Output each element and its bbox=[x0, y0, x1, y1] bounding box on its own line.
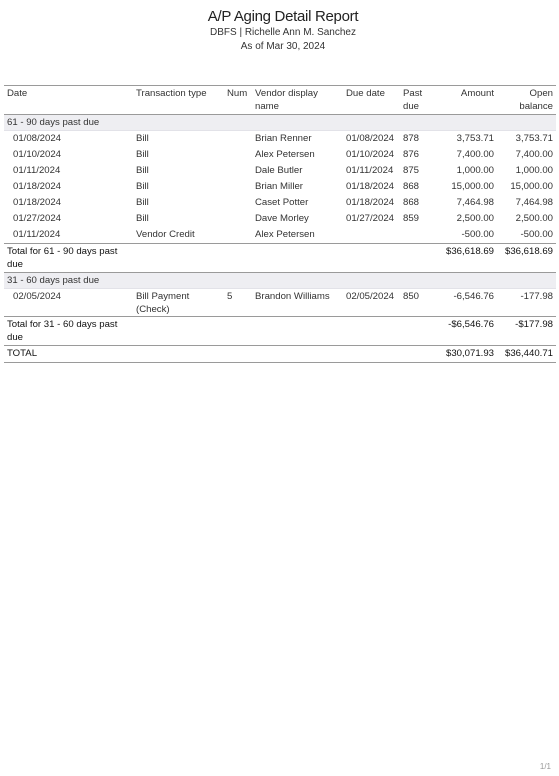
table-body bbox=[4, 115, 556, 363]
grand-total-open-balance: $36,440.71 bbox=[497, 346, 556, 363]
cell-open-balance: 2,500.00 bbox=[515, 213, 553, 224]
section-total-label: Total for 31 - 60 days past due bbox=[4, 317, 133, 346]
cell-date[interactable]: 01/11/2024 bbox=[13, 229, 61, 240]
cell-date[interactable]: 01/18/2024 bbox=[13, 181, 62, 192]
cell-vendor[interactable]: Dave Morley bbox=[255, 213, 309, 224]
cell-date[interactable]: 02/05/2024 bbox=[13, 291, 62, 302]
cell-open-balance: -177.98 bbox=[520, 291, 553, 302]
cell-due-date: 01/08/2024 bbox=[346, 133, 395, 144]
cell-past-due: 850 bbox=[403, 291, 420, 302]
section-total-row bbox=[4, 244, 556, 273]
cell-num bbox=[224, 131, 252, 148]
table-row[interactable] bbox=[4, 211, 556, 227]
section-total-amount: $36,618.69 bbox=[434, 244, 497, 273]
report-title: A/P Aging Detail Report bbox=[207, 8, 359, 25]
table-row[interactable] bbox=[4, 131, 556, 148]
table-row[interactable] bbox=[4, 147, 556, 163]
cell-transaction-type[interactable]: Bill bbox=[136, 133, 149, 144]
cell-transaction-type[interactable]: Bill bbox=[136, 165, 149, 176]
cell-open-balance: 1,000.00 bbox=[515, 165, 553, 176]
table-row[interactable] bbox=[4, 227, 556, 244]
cell-num bbox=[224, 179, 252, 195]
cell-past-due: 878 bbox=[403, 133, 420, 144]
column-header-amount[interactable]: Amount bbox=[434, 86, 497, 115]
cell-amount: 1,000.00 bbox=[456, 165, 494, 176]
cell-due-date: 01/18/2024 bbox=[346, 197, 395, 208]
grand-total-label: TOTAL bbox=[4, 346, 133, 363]
section-header-row bbox=[4, 273, 556, 289]
cell-vendor[interactable]: Alex Petersen bbox=[255, 229, 315, 240]
cell-date[interactable]: 01/08/2024 bbox=[13, 133, 62, 144]
column-header-past-due[interactable]: Past due bbox=[400, 86, 434, 115]
cell-past-due bbox=[400, 227, 434, 244]
section-total-label: Total for 61 - 90 days past due bbox=[4, 244, 133, 273]
cell-transaction-type[interactable]: Bill bbox=[136, 213, 149, 224]
table-row[interactable] bbox=[4, 195, 556, 211]
cell-num bbox=[224, 227, 252, 244]
cell-due-date: 01/10/2024 bbox=[346, 149, 395, 160]
cell-amount: 7,400.00 bbox=[456, 149, 494, 160]
table-row[interactable] bbox=[4, 163, 556, 179]
cell-open-balance: 3,753.71 bbox=[515, 133, 553, 144]
cell-date[interactable]: 01/11/2024 bbox=[13, 165, 61, 176]
cell-past-due: 876 bbox=[403, 149, 420, 160]
cell-past-due: 868 bbox=[403, 181, 420, 192]
column-header-num[interactable]: Num bbox=[224, 86, 252, 115]
cell-transaction-type[interactable]: Bill bbox=[136, 197, 149, 208]
cell-amount: -500.00 bbox=[461, 229, 494, 240]
column-header-date[interactable]: Date bbox=[4, 86, 133, 115]
cell-amount: 2,500.00 bbox=[456, 213, 494, 224]
cell-num bbox=[224, 163, 252, 179]
grand-total-amount: $30,071.93 bbox=[434, 346, 497, 363]
cell-num: 5 bbox=[227, 291, 233, 302]
aging-report-table bbox=[4, 85, 556, 363]
section-header-row bbox=[4, 115, 556, 131]
cell-vendor[interactable]: Brian Miller bbox=[255, 181, 303, 192]
cell-due-date: 01/18/2024 bbox=[346, 181, 395, 192]
section-total-open-balance: $36,618.69 bbox=[497, 244, 556, 273]
cell-transaction-type[interactable]: Bill bbox=[136, 149, 149, 160]
cell-num bbox=[224, 211, 252, 227]
cell-past-due: 859 bbox=[403, 213, 420, 224]
cell-amount: 15,000.00 bbox=[451, 181, 494, 192]
cell-past-due: 875 bbox=[403, 165, 420, 176]
column-header-transaction-type[interactable]: Transaction type bbox=[133, 86, 224, 115]
cell-num bbox=[224, 147, 252, 163]
cell-amount: 3,753.71 bbox=[456, 133, 494, 144]
table-row[interactable] bbox=[4, 179, 556, 195]
cell-vendor[interactable]: Caset Potter bbox=[255, 197, 309, 208]
cell-open-balance: 15,000.00 bbox=[510, 181, 553, 192]
table-row[interactable] bbox=[4, 289, 556, 317]
cell-num bbox=[224, 195, 252, 211]
cell-amount: -6,546.76 bbox=[453, 291, 494, 302]
cell-due-date: 01/11/2024 bbox=[346, 165, 394, 176]
cell-date[interactable]: 01/27/2024 bbox=[13, 213, 62, 224]
cell-transaction-type[interactable]: Vendor Credit bbox=[136, 229, 195, 240]
cell-vendor[interactable]: Alex Petersen bbox=[255, 149, 315, 160]
cell-vendor[interactable]: Dale Butler bbox=[255, 165, 303, 176]
table-header bbox=[4, 86, 556, 115]
cell-transaction-type[interactable]: Bill Payment (Check) bbox=[136, 291, 190, 315]
cell-amount: 7,464.98 bbox=[456, 197, 494, 208]
cell-vendor[interactable]: Brian Renner bbox=[255, 133, 312, 144]
report-company: DBFS | Richelle Ann M. Sanchez bbox=[210, 27, 356, 38]
section-label: 31 - 60 days past due bbox=[4, 273, 556, 289]
cell-open-balance: 7,464.98 bbox=[515, 197, 553, 208]
cell-due-date: 02/05/2024 bbox=[346, 291, 395, 302]
grand-total-row bbox=[4, 346, 556, 363]
section-label: 61 - 90 days past due bbox=[4, 115, 556, 131]
column-header-due-date[interactable]: Due date bbox=[343, 86, 400, 115]
page-number: 1/1 bbox=[539, 762, 551, 771]
section-total-open-balance: -$177.98 bbox=[497, 317, 556, 346]
cell-open-balance: 7,400.00 bbox=[515, 149, 553, 160]
cell-past-due: 868 bbox=[403, 197, 420, 208]
section-total-row bbox=[4, 317, 556, 346]
column-header-open-balance[interactable]: Open balance bbox=[497, 86, 556, 115]
report-date: As of Mar 30, 2024 bbox=[240, 41, 326, 52]
cell-vendor[interactable]: Brandon Williams bbox=[255, 291, 330, 302]
cell-date[interactable]: 01/10/2024 bbox=[13, 149, 62, 160]
cell-due-date: 01/27/2024 bbox=[346, 213, 395, 224]
cell-date[interactable]: 01/18/2024 bbox=[13, 197, 62, 208]
cell-due-date bbox=[343, 227, 400, 244]
column-header-vendor[interactable]: Vendor display name bbox=[252, 86, 343, 115]
section-total-amount: -$6,546.76 bbox=[434, 317, 497, 346]
cell-open-balance: -500.00 bbox=[520, 229, 553, 240]
cell-transaction-type[interactable]: Bill bbox=[136, 181, 149, 192]
